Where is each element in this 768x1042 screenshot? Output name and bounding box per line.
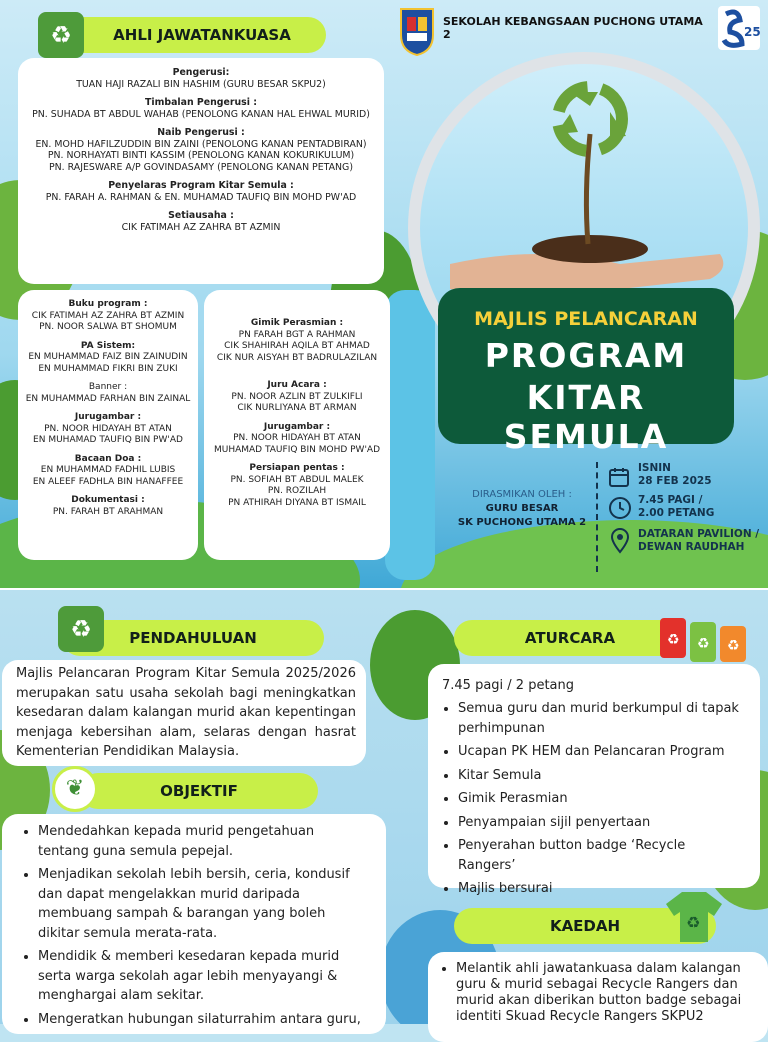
agenda-item: • Penyampaian sijil penyertaan: [458, 813, 746, 833]
agenda-card: [428, 664, 760, 896]
committee-name: EN. MOHD HAFILZUDDIN BIN ZAINI (PENOLONG KANAN PENTADBIRAN): [35, 138, 367, 150]
svg-text:♻: ♻: [727, 638, 740, 654]
committee-title: Penyelaras Program Kitar Semula :: [108, 180, 294, 191]
date-line: ISNIN: [638, 462, 671, 474]
officiated-by: GURU BESAR: [485, 503, 559, 514]
unit-name: CIK NUR AISYAH BT BADRULAZILAN: [216, 352, 378, 363]
agenda-item: • Majlis bersurai: [458, 879, 746, 899]
unit-name: EN MUHAMMAD FADHIL LUBIS: [40, 465, 176, 475]
method-card: [428, 952, 768, 1042]
unit-title: Juru Acara :: [267, 380, 327, 390]
agenda-item: • Kitar Semula: [458, 766, 746, 786]
agenda-item: • Semua guru dan murid berkumpul di tapak perhimpunan: [458, 699, 746, 738]
school-name: SEKOLAH KEBANGSAAN PUCHONG UTAMA 2: [443, 15, 703, 41]
unit-title: Jurugambar :: [74, 412, 142, 422]
committee-name: TUAN HAJI RAZALI BIN HASHIM (GURU BESAR SKPU2): [76, 78, 326, 90]
water-decoration: [385, 290, 435, 580]
objective-list: [2, 814, 386, 1029]
objective-item: • Mendidik & memberi kesedaran kepada murid serta warga sekolah agar lebih menyayangi & menghargai alam sekitar.: [38, 947, 366, 1006]
committee-title: Timbalan Pengerusi :: [145, 97, 257, 108]
location-pin-icon: [610, 528, 630, 554]
method-item: • Melantik ahli jawatankuasa dalam kalangan guru & murid sebagai Recycle Rangers dan murid akan diberikan button badge sebagai identiti Skuad Recycle Rangers SKPU2: [456, 961, 758, 1025]
date-line: 28 FEB 2025: [638, 475, 712, 487]
unit-name: EN MUHAMMAD FARHAN BIN ZAINAL: [25, 393, 191, 404]
committee-name: PN. RAJESWARE A/P GOVINDASAMY (PENOLONG KANAN PETANG): [49, 161, 353, 173]
agenda-list: [428, 699, 760, 899]
venue-line: DATARAN PAVILION /: [638, 528, 760, 540]
method-list: [428, 952, 768, 1025]
unit-title: Buku program :: [68, 299, 148, 309]
time-line: 2.00 PETANG: [638, 507, 715, 519]
school-crest-icon: [398, 5, 436, 57]
anniversary-logo-icon: [718, 6, 760, 50]
officiated-by: SK PUCHONG UTAMA 2: [457, 517, 587, 528]
unit-name: EN MUHAMMAD FIKRI BIN ZUKI: [38, 363, 178, 374]
agenda-time: 7.45 pagi / 2 petang: [442, 678, 575, 693]
unit-name: PN. NOOR HIDAYAH BT ATAN: [44, 423, 172, 434]
unit-title: Persiapan pentas :: [249, 463, 345, 473]
unit-title: Jurugambar :: [263, 421, 331, 432]
intro-text: Majlis Pelancaran Program Kitar Semula 2025/2026 merupakan satu usaha sekolah bagi meningkatkan kesedaran dalam kalangan murid akan kepentingan menjaga kebersihan alam, selaras dengan hasrat Kementerian Pendidikan Malaysia.: [16, 666, 356, 759]
objective-heading: OBJEKTIF: [80, 773, 318, 809]
committee-title: Pengerusi:: [172, 67, 230, 78]
venue-line: DEWAN RAUDHAH: [638, 541, 745, 553]
divider: [596, 462, 598, 572]
officiated-block: [452, 488, 592, 530]
committee-title: Setiausaha :: [168, 210, 234, 221]
objective-item: • Mendedahkan kepada murid pengetahuan tentang guna semula pepejal.: [38, 822, 366, 861]
event-title-line1: PROGRAM: [484, 336, 688, 375]
intro-heading: PENDAHULUAN: [62, 620, 324, 656]
unit-name: PN ATHIRAH DIYANA BT ISMAIL: [228, 497, 366, 508]
event-subtitle: MAJLIS PELANCARAN: [474, 308, 698, 330]
agenda-item: • Gimik Perasmian: [458, 789, 746, 809]
unit-name: EN MUHAMAD TAUFIQ BIN PW'AD: [33, 435, 183, 445]
unit-name: PN. NOOR SALWA BT SHOMUM: [39, 322, 177, 332]
recycle-bins-icon: [658, 610, 750, 664]
committee-name: PN. SUHADA BT ABDUL WAHAB (PENOLONG KANAN HAL EHWAL MURID): [32, 108, 370, 120]
time-line: 7.45 PAGI /: [638, 494, 703, 506]
unit-name: PN. NOOR AZLIN BT ZULKIFLI: [231, 391, 363, 402]
unit-name: PN. NOOR HIDAYAH BT ATAN: [233, 433, 361, 443]
committee-name: CIK FATIMAH AZ ZAHRA BT AZMIN: [121, 221, 281, 233]
committee-name: PN. FARAH A. RAHMAN & EN. MUHAMAD TAUFIQ BIN MOHD PW'AD: [45, 191, 357, 203]
unit-name: CIK FATIMAH AZ ZAHRA BT AZMIN: [31, 310, 185, 321]
event-venue: [638, 528, 759, 554]
unit-name: CIK SHAHIRAH AQILA BT AHMAD: [224, 341, 370, 351]
event-title-card: [438, 288, 734, 456]
clock-icon: [608, 496, 632, 520]
event-date: [638, 462, 712, 488]
leaf-icon: ❦: [52, 766, 98, 812]
unit-title: Banner :: [88, 382, 128, 392]
unit-name: EN ALEEF FADHLA BIN HANAFFEE: [32, 476, 184, 487]
unit-name: PN. FARAH BT ARAHMAN: [52, 506, 164, 517]
objective-item: • Mengeratkan hubungan silaturrahim antara guru,: [38, 1010, 366, 1030]
objective-item: • Menjadikan sekolah lebih bersih, ceria, kondusif dan dapat mengelakkan murid daripada membuang sampah & barangan yang boleh dikitar semula merata-rata.: [38, 865, 366, 943]
event-time: [638, 494, 714, 520]
objective-card: [2, 814, 386, 1034]
event-title-line2: KITAR SEMULA: [503, 378, 669, 456]
units-card-left: [18, 290, 198, 560]
unit-name: PN. ROZILAH: [267, 486, 327, 496]
method-heading: KAEDAH: [454, 908, 716, 944]
unit-name: CIK NURLIYANA BT ARMAN: [237, 403, 357, 413]
unit-title: PA Sistem:: [80, 340, 136, 351]
committee-heading: AHLI JAWATANKUASA: [64, 17, 326, 53]
committee-name: PN. NORHAYATI BINTI KASSIM (PENOLONG KANAN KOKURIKULUM): [47, 150, 355, 161]
recycle-bag-icon: ♻: [58, 606, 104, 652]
unit-title: Gimik Perasmian :: [250, 318, 344, 328]
recycle-bag-icon: ♻: [38, 12, 84, 58]
calendar-icon: [608, 466, 630, 488]
committee-card: [18, 58, 384, 284]
units-card-right: [204, 290, 390, 560]
svg-text:♻: ♻: [686, 913, 701, 932]
svg-text:♻: ♻: [697, 636, 710, 652]
officiated-label: DIRASMIKAN OLEH :: [472, 489, 572, 500]
agenda-heading: ATURCARA: [454, 620, 686, 656]
agenda-item: • Ucapan PK HEM dan Pelancaran Program: [458, 742, 746, 762]
unit-name: PN FARAH BGT A RAHMAN: [238, 329, 356, 340]
tshirt-icon: [664, 888, 724, 944]
committee-title: Naib Pengerusi :: [157, 127, 245, 138]
unit-name: EN MUHAMMAD FAIZ BIN ZAINUDIN: [28, 352, 188, 362]
unit-title: Bacaan Doa :: [74, 453, 142, 464]
svg-text:♻: ♻: [667, 632, 680, 648]
svg-text:25: 25: [744, 25, 760, 39]
agenda-item: • Penyerahan button badge ‘Recycle Rangers’: [458, 836, 746, 875]
unit-title: Dokumentasi :: [71, 495, 145, 505]
unit-name: MUHAMAD TAUFIQ BIN MOHD PW'AD: [213, 444, 381, 455]
unit-name: PN. SOFIAH BT ABDUL MALEK: [230, 474, 364, 485]
